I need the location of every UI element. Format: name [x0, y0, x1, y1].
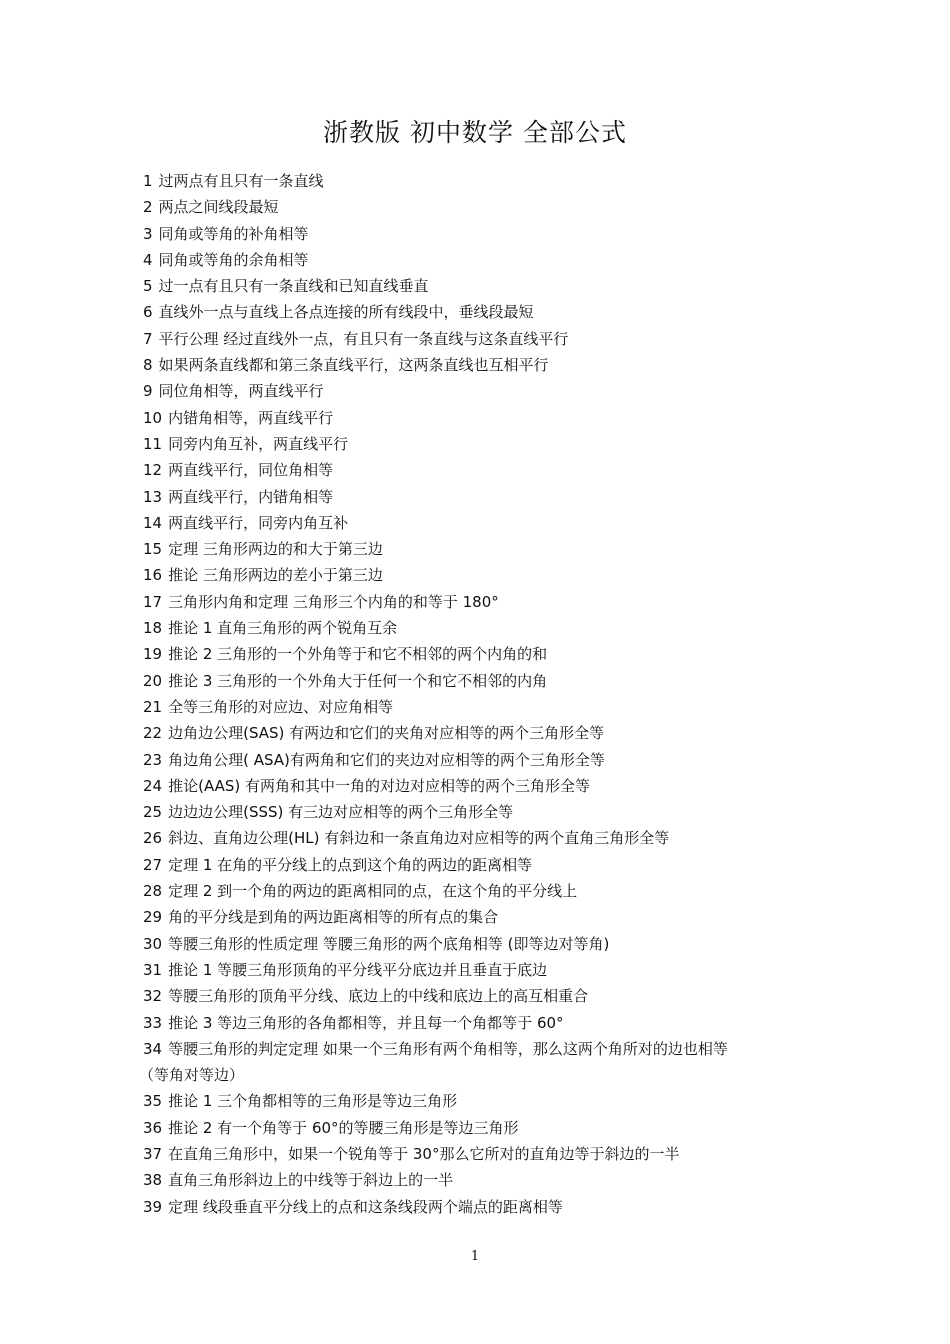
formula-item [143, 1115, 823, 1141]
formula-number: 37 [143, 1144, 163, 1163]
formula-number: 28 [143, 882, 163, 901]
formula-number: 21 [143, 697, 163, 716]
formula-number: 18 [143, 619, 163, 638]
formula-text: 两直线平行，同旁内角互补 [168, 513, 349, 532]
formula-number: 3 [143, 224, 153, 243]
formula-number: 35 [143, 1092, 163, 1111]
formula-number: 4 [143, 250, 153, 269]
formula-item [143, 273, 823, 299]
formula-number: 16 [143, 566, 163, 585]
formula-number: 13 [143, 487, 163, 506]
formula-number: 26 [143, 829, 163, 848]
formula-text: 直线外一点与直线上各点连接的所有线段中，垂线段最短 [158, 303, 534, 322]
formula-item [143, 852, 823, 878]
formula-text: 等腰三角形的判定定理 如果一个三角形有两个角相等，那么这两个角所对的边也相等 [168, 1039, 728, 1058]
formula-text: 定理 线段垂直平分线上的点和这条线段两个端点的距离相等 [168, 1197, 563, 1216]
formula-item [143, 641, 823, 667]
formula-text: 推论 三角形两边的差小于第三边 [168, 566, 383, 585]
formula-item [143, 720, 823, 746]
formula-text: 如果两条直线都和第三条直线平行，这两条直线也互相平行 [158, 356, 549, 375]
formula-number: 25 [143, 803, 163, 822]
formula-item [143, 1167, 823, 1193]
formula-item [143, 221, 823, 247]
formula-item [143, 1194, 823, 1220]
formula-number: 34 [143, 1039, 163, 1058]
formula-number: 31 [143, 960, 163, 979]
formula-number: 38 [143, 1171, 163, 1190]
formula-item [143, 615, 823, 641]
formula-item [143, 589, 823, 615]
formula-item [139, 1036, 823, 1089]
formula-item [143, 694, 823, 720]
formula-text: 角的平分线是到角的两边距离相等的所有点的集合 [168, 908, 499, 927]
formula-number: 20 [143, 671, 163, 690]
formula-item [143, 1010, 823, 1036]
formula-number: 2 [143, 198, 153, 217]
formula-list [139, 168, 823, 1220]
formula-text: 推论 2 有一个角等于 60°的等腰三角形是等边三角形 [168, 1118, 519, 1137]
formula-text-continuation: （等角对等边） [139, 1066, 245, 1085]
formula-number: 22 [143, 724, 163, 743]
formula-item [143, 931, 823, 957]
formula-text: 全等三角形的对应边、对应角相等 [168, 697, 394, 716]
formula-text: 平行公理 经过直线外一点，有且只有一条直线与这条直线平行 [158, 329, 569, 348]
formula-text: 定理 1 在角的平分线上的点到这个角的两边的距离相等 [168, 855, 533, 874]
formula-text: 推论 3 三角形的一个外角大于任何一个和它不相邻的内角 [168, 671, 548, 690]
formula-text: 两点之间线段最短 [158, 198, 279, 217]
formula-item [143, 562, 823, 588]
formula-number: 32 [143, 987, 163, 1006]
formula-item [143, 194, 823, 220]
formula-number: 14 [143, 513, 163, 532]
formula-text: 同位角相等，两直线平行 [158, 382, 324, 401]
formula-number: 11 [143, 434, 163, 453]
formula-text: 同旁内角互补，两直线平行 [168, 434, 349, 453]
formula-text: 斜边、直角边公理(HL) 有斜边和一条直角边对应相等的两个直角三角形全等 [168, 829, 670, 848]
formula-text: 角边角公理( ASA)有两角和它们的夹边对应相等的两个三角形全等 [168, 750, 605, 769]
formula-text: 定理 三角形两边的和大于第三边 [168, 540, 383, 559]
formula-text: 两直线平行，内错角相等 [168, 487, 334, 506]
formula-number: 33 [143, 1013, 163, 1032]
formula-text: 推论 1 等腰三角形顶角的平分线平分底边并且垂直于底边 [168, 960, 548, 979]
formula-number: 29 [143, 908, 163, 927]
formula-item [143, 668, 823, 694]
formula-number: 1 [143, 172, 153, 190]
formula-text: 同角或等角的余角相等 [158, 250, 309, 269]
formula-item [143, 957, 823, 983]
formula-text: 直角三角形斜边上的中线等于斜边上的一半 [168, 1171, 454, 1190]
formula-item [143, 1088, 823, 1114]
formula-item [143, 747, 823, 773]
formula-text: 过一点有且只有一条直线和已知直线垂直 [158, 277, 429, 296]
formula-number: 10 [143, 408, 163, 427]
formula-number: 7 [143, 329, 153, 348]
page-number: 1 [470, 1249, 480, 1264]
formula-number: 17 [143, 592, 163, 611]
formula-number: 23 [143, 750, 163, 769]
formula-text: 内错角相等，两直线平行 [168, 408, 334, 427]
formula-item [143, 878, 823, 904]
formula-item [143, 799, 823, 825]
formula-text: 推论(AAS) 有两角和其中一角的对边对应相等的两个三角形全等 [168, 776, 591, 795]
formula-text: 在直角三角形中，如果一个锐角等于 30°那么它所对的直角边等于斜边的一半 [168, 1144, 680, 1163]
formula-item [143, 484, 823, 510]
formula-text: 等腰三角形的性质定理 等腰三角形的两个底角相等 (即等边对等角) [168, 934, 610, 953]
formula-text: 同角或等角的补角相等 [158, 224, 309, 243]
formula-text: 推论 3 等边三角形的各角都相等，并且每一个角都等于 60° [168, 1013, 564, 1032]
formula-item [143, 457, 823, 483]
formula-item [143, 247, 823, 273]
formula-number: 19 [143, 645, 163, 664]
formula-text: 两直线平行，同位角相等 [168, 461, 334, 480]
formula-text: 推论 2 三角形的一个外角等于和它不相邻的两个内角的和 [168, 645, 548, 664]
formula-item [143, 299, 823, 325]
formula-item [143, 510, 823, 536]
formula-text: 推论 1 直角三角形的两个锐角互余 [168, 619, 398, 638]
formula-item [143, 904, 823, 930]
formula-item [143, 326, 823, 352]
formula-number: 24 [143, 776, 163, 795]
formula-number: 5 [143, 277, 153, 296]
formula-number: 27 [143, 855, 163, 874]
formula-number: 39 [143, 1197, 163, 1216]
formula-text: 过两点有且只有一条直线 [158, 172, 324, 190]
formula-text: 等腰三角形的顶角平分线、底边上的中线和底边上的高互相重合 [168, 987, 589, 1006]
formula-text: 定理 2 到一个角的两边的距离相同的点，在这个角的平分线上 [168, 882, 578, 901]
formula-text: 推论 1 三个角都相等的三角形是等边三角形 [168, 1092, 458, 1111]
formula-item [143, 1141, 823, 1167]
formula-item [143, 352, 823, 378]
formula-item [143, 536, 823, 562]
formula-item [143, 431, 823, 457]
formula-number: 6 [143, 303, 153, 322]
formula-item [143, 825, 823, 851]
formula-text: 边边边公理(SSS) 有三边对应相等的两个三角形全等 [168, 803, 514, 822]
formula-item [143, 168, 823, 194]
formula-number: 36 [143, 1118, 163, 1137]
formula-text: 边角边公理(SAS) 有两边和它们的夹角对应相等的两个三角形全等 [168, 724, 605, 743]
formula-number: 8 [143, 356, 153, 375]
formula-number: 9 [143, 382, 153, 401]
formula-number: 12 [143, 461, 163, 480]
page-title: 浙教版 初中数学 全部公式 [323, 118, 627, 147]
formula-item [143, 773, 823, 799]
formula-item [143, 378, 823, 404]
formula-number: 30 [143, 934, 163, 953]
formula-number: 15 [143, 540, 163, 559]
formula-item [143, 405, 823, 431]
formula-text: 三角形内角和定理 三角形三个内角的和等于 180° [168, 592, 499, 611]
formula-item [143, 983, 823, 1009]
